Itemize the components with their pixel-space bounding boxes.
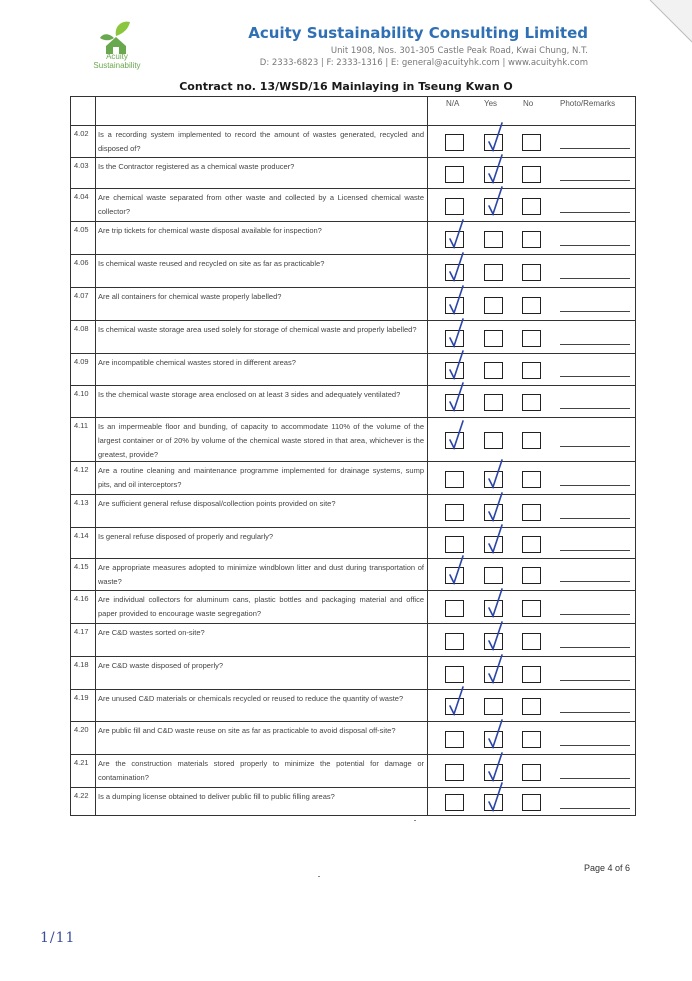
checkmark-icon (488, 492, 504, 522)
item-number: 4.06 (74, 258, 89, 267)
scan-speck (318, 876, 320, 877)
checkmark-icon (488, 122, 504, 152)
checkbox-na[interactable] (445, 471, 464, 488)
question-text: Are a routine cleaning and maintenance programme implemented for drainage systems, sump pits, and oil interceptors? (98, 466, 424, 489)
item-number: 4.12 (74, 465, 89, 474)
checkbox-na[interactable] (445, 666, 464, 683)
question-text: Is chemical waste reused and recycled on site as far as practicable? (98, 259, 325, 268)
checkmark-icon (449, 252, 465, 282)
checkmark-icon (449, 219, 465, 249)
question-text: Is an impermeable floor and bunding, of capacity to accommodate 110% of the volume of the largest container or of 20% by volume of the chemical waste stored in that area, whichever is the greatest, provide? (98, 422, 424, 459)
checkmark-icon (488, 186, 504, 216)
remarks-line[interactable] (560, 614, 630, 615)
table-row (71, 287, 635, 321)
remarks-line[interactable] (560, 245, 630, 246)
table-row (71, 787, 635, 816)
remarks-line[interactable] (560, 550, 630, 551)
checkbox-yes[interactable] (484, 297, 503, 314)
checkmark-icon (449, 350, 465, 380)
remarks-line[interactable] (560, 148, 630, 149)
item-number: 4.03 (74, 161, 89, 170)
question-text: Is chemical waste storage area used solely for storage of chemical waste and properly labelled? (98, 325, 417, 334)
checkbox-yes[interactable] (484, 567, 503, 584)
item-number: 4.22 (74, 791, 89, 800)
table-row (71, 527, 635, 559)
table-row (71, 221, 635, 255)
checkbox-no[interactable] (522, 394, 541, 411)
remarks-line[interactable] (560, 680, 630, 681)
checkbox-no[interactable] (522, 633, 541, 650)
question-text: Is the Contractor registered as a chemical waste producer? (98, 162, 295, 171)
question-text: Are unused C&D materials or chemicals recycled or reused to reduce the quantity of waste? (98, 694, 404, 703)
table-row (71, 157, 635, 189)
item-number: 4.11 (74, 421, 89, 430)
checkbox-yes[interactable] (484, 394, 503, 411)
remarks-line[interactable] (560, 278, 630, 279)
item-number: 4.15 (74, 562, 89, 571)
table-row (71, 494, 635, 528)
remarks-line[interactable] (560, 745, 630, 746)
checkbox-na[interactable] (445, 731, 464, 748)
remarks-line[interactable] (560, 212, 630, 213)
checkmark-icon (449, 686, 465, 716)
col-na-header: N/A (446, 99, 460, 108)
item-number: 4.21 (74, 758, 89, 767)
question-text: Are chemical waste separated from other waste and collected by a Licensed chemical waste collector? (98, 193, 424, 216)
remarks-line[interactable] (560, 446, 630, 447)
checklist-table (70, 96, 636, 816)
checkbox-no[interactable] (522, 600, 541, 617)
item-number: 4.09 (74, 357, 89, 366)
checkbox-na[interactable] (445, 504, 464, 521)
remarks-line[interactable] (560, 581, 630, 582)
item-number: 4.18 (74, 660, 89, 669)
item-number: 4.02 (74, 129, 89, 138)
checkmark-icon (449, 318, 465, 348)
checkbox-no[interactable] (522, 432, 541, 449)
table-row (71, 125, 635, 158)
question-text: Are trip tickets for chemical waste disposal available for inspection? (98, 226, 322, 235)
checkbox-no[interactable] (522, 330, 541, 347)
question-text: Are all containers for chemical waste properly labelled? (98, 292, 282, 301)
remarks-line[interactable] (560, 647, 630, 648)
checkbox-na[interactable] (445, 198, 464, 215)
checkbox-yes[interactable] (484, 264, 503, 281)
checkbox-na[interactable] (445, 600, 464, 617)
checkmark-icon (488, 524, 504, 554)
contract-title: Contract no. 13/WSD/16 Mainlaying in Tseung Kwan O (179, 80, 513, 93)
checkbox-yes[interactable] (484, 231, 503, 248)
checkmark-icon (488, 752, 504, 782)
item-number: 4.04 (74, 192, 89, 201)
question-text: Is general refuse disposed of properly and regularly? (98, 532, 274, 541)
checkbox-yes[interactable] (484, 432, 503, 449)
item-number: 4.05 (74, 225, 89, 234)
remarks-line[interactable] (560, 344, 630, 345)
checkbox-yes[interactable] (484, 362, 503, 379)
checkbox-na[interactable] (445, 134, 464, 151)
question-text: Are incompatible chemical wastes stored in different areas? (98, 358, 296, 367)
question-text: Are individual collectors for aluminum cans, plastic bottles and packaging material and office paper provided to encourage waste segregation? (98, 595, 424, 618)
checkbox-no[interactable] (522, 794, 541, 811)
company-name: Acuity Sustainability Consulting Limited (248, 24, 588, 42)
checkbox-na[interactable] (445, 166, 464, 183)
table-row (71, 754, 635, 788)
table-row (71, 417, 635, 462)
remarks-line[interactable] (560, 408, 630, 409)
address-line-1: Unit 1908, Nos. 301-305 Castle Peak Road, Kwai Chung, N.T. (330, 46, 588, 56)
address-line-2: D: 2333-6823 | F: 2333-1316 | E: general@acuityhk.com | www.acuityhk.com (259, 58, 588, 68)
checkbox-no[interactable] (522, 764, 541, 781)
remarks-line[interactable] (560, 311, 630, 312)
question-text: Is the chemical waste storage area enclosed on at least 3 sides and adequately ventilated? (98, 390, 401, 399)
table-row (71, 721, 635, 755)
checkbox-no[interactable] (522, 504, 541, 521)
remarks-line[interactable] (560, 518, 630, 519)
page-number: Page 4 of 6 (583, 863, 630, 873)
item-number: 4.08 (74, 324, 89, 333)
checkmark-icon (488, 154, 504, 184)
checkbox-no[interactable] (522, 666, 541, 683)
remarks-line[interactable] (560, 485, 630, 486)
item-number: 4.16 (74, 594, 89, 603)
table-row (71, 461, 635, 495)
checkbox-no[interactable] (522, 264, 541, 281)
question-text: Are C&D wastes sorted on-site? (98, 628, 205, 637)
question-text: Are sufficient general refuse disposal/collection points provided on site? (98, 499, 336, 508)
checkmark-icon (449, 382, 465, 412)
item-number: 4.20 (74, 725, 89, 734)
table-row (71, 558, 635, 591)
item-number: 4.13 (74, 498, 89, 507)
item-number: 4.10 (74, 389, 89, 398)
table-header (71, 97, 635, 126)
table-row (71, 188, 635, 222)
company-address (260, 45, 588, 69)
table-row (71, 656, 635, 690)
checkbox-no[interactable] (522, 731, 541, 748)
question-text: Are public fill and C&D waste reuse on site as far as practicable to avoid disposal off-site? (98, 726, 396, 735)
col-remarks-header: Photo/Remarks (560, 99, 616, 108)
checkbox-no[interactable] (522, 166, 541, 183)
table-row (71, 623, 635, 657)
checkmark-icon (488, 654, 504, 684)
question-text: Are appropriate measures adopted to minimize windblown litter and dust during transportation of waste? (98, 563, 424, 586)
item-number: 4.14 (74, 531, 89, 540)
scan-speck (414, 820, 416, 821)
checkbox-na[interactable] (445, 536, 464, 553)
checkmark-icon (488, 588, 504, 618)
table-row (71, 353, 635, 386)
checkmark-icon (488, 719, 504, 749)
remarks-line[interactable] (560, 376, 630, 377)
item-number: 4.17 (74, 627, 89, 636)
logo-text: Acuity Sustainability (93, 52, 141, 70)
table-row (71, 385, 635, 418)
col-no-header: No (523, 99, 534, 108)
checkbox-no[interactable] (522, 297, 541, 314)
remarks-line[interactable] (560, 712, 630, 713)
question-text: Are the construction materials stored properly to minimize the potential for damage or contamination? (98, 759, 424, 782)
question-text: Are C&D waste disposed of properly? (98, 661, 224, 670)
table-row (71, 254, 635, 288)
page-fold-corner (642, 0, 692, 50)
question-text: Is a recording system implemented to record the amount of wastes generated, recycled and disposed of? (98, 130, 424, 153)
checkbox-na[interactable] (445, 794, 464, 811)
remarks-line[interactable] (560, 180, 630, 181)
checkbox-no[interactable] (522, 198, 541, 215)
checkmark-icon (449, 555, 465, 585)
checkbox-no[interactable] (522, 231, 541, 248)
checkbox-no[interactable] (522, 471, 541, 488)
checkmark-icon (449, 420, 465, 450)
checkbox-no[interactable] (522, 698, 541, 715)
checkbox-yes[interactable] (484, 330, 503, 347)
checkbox-no[interactable] (522, 362, 541, 379)
checkbox-no[interactable] (522, 134, 541, 151)
checkbox-no[interactable] (522, 536, 541, 553)
checkbox-na[interactable] (445, 633, 464, 650)
col-yes-header: Yes (484, 99, 498, 108)
checkmark-icon (488, 782, 504, 812)
remarks-line[interactable] (560, 808, 630, 809)
checkmark-icon (488, 621, 504, 651)
checkbox-no[interactable] (522, 567, 541, 584)
question-text: Is a dumping license obtained to deliver public fill to public filling areas? (98, 792, 335, 801)
handwritten-page-note: 1/11 (40, 930, 76, 946)
checkmark-icon (449, 285, 465, 315)
checkmark-icon (488, 459, 504, 489)
checkbox-na[interactable] (445, 764, 464, 781)
remarks-line[interactable] (560, 778, 630, 779)
item-number: 4.07 (74, 291, 89, 300)
item-number: 4.19 (74, 693, 89, 702)
checkbox-yes[interactable] (484, 698, 503, 715)
table-row (71, 320, 635, 354)
table-row (71, 689, 635, 722)
table-row (71, 590, 635, 624)
